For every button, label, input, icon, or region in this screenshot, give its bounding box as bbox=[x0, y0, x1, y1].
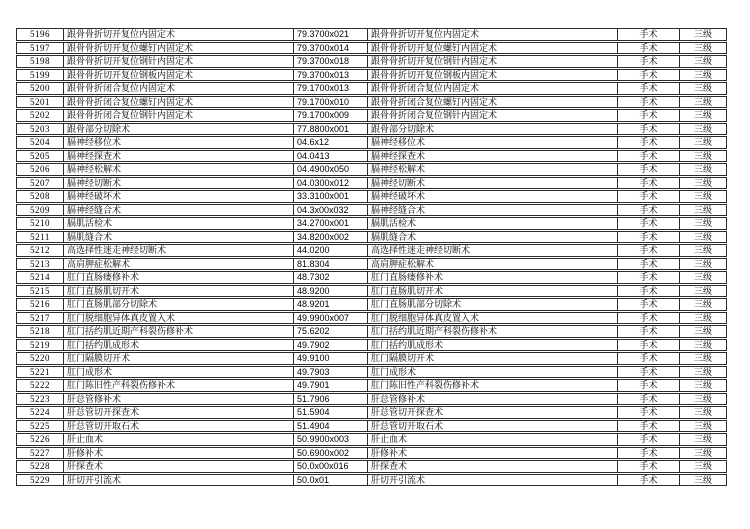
category-cell: 手术 bbox=[617, 474, 679, 487]
category-cell: 手术 bbox=[617, 447, 679, 460]
procedure-code-cell: 79.3700x013 bbox=[293, 69, 367, 82]
category-cell: 手术 bbox=[617, 204, 679, 217]
row-number-cell: 5202 bbox=[16, 109, 63, 122]
row-number-cell: 5223 bbox=[16, 393, 63, 406]
procedure-code-cell: 49.7902 bbox=[293, 339, 367, 352]
table-row bbox=[16, 55, 727, 68]
category-cell: 手术 bbox=[617, 231, 679, 244]
grade-cell: 三级 bbox=[679, 42, 727, 55]
category-cell: 手术 bbox=[617, 325, 679, 338]
table-row bbox=[16, 190, 727, 203]
table-row bbox=[16, 244, 727, 257]
row-number-cell: 5229 bbox=[16, 474, 63, 487]
procedure-name-repeat-cell: 肝切开引流术 bbox=[367, 474, 617, 487]
procedure-code-cell: 48.9200 bbox=[293, 285, 367, 298]
procedure-name-repeat-cell: 高选择性迷走神经切断术 bbox=[367, 244, 617, 257]
procedure-name-cell: 膈神经破坏术 bbox=[63, 190, 293, 203]
table-row bbox=[16, 150, 727, 163]
category-cell: 手术 bbox=[617, 366, 679, 379]
procedure-name-repeat-cell: 跟骨骨折闭合复位内固定术 bbox=[367, 82, 617, 95]
procedure-name-repeat-cell: 肝总管修补术 bbox=[367, 393, 617, 406]
row-number-cell: 5213 bbox=[16, 258, 63, 271]
category-cell: 手术 bbox=[617, 285, 679, 298]
procedure-name-repeat-cell: 膈神经探查术 bbox=[367, 150, 617, 163]
row-number-cell: 5221 bbox=[16, 366, 63, 379]
procedure-name-repeat-cell: 肛门直肠肌部分切除术 bbox=[367, 298, 617, 311]
procedure-name-cell: 肛门直肠肌切开术 bbox=[63, 285, 293, 298]
category-cell: 手术 bbox=[617, 312, 679, 325]
row-number-cell: 5218 bbox=[16, 325, 63, 338]
procedure-name-repeat-cell: 肛门括约肌近期产科裂伤修补术 bbox=[367, 325, 617, 338]
grade-cell: 三级 bbox=[679, 352, 727, 365]
grade-cell: 三级 bbox=[679, 231, 727, 244]
table-row bbox=[16, 231, 727, 244]
grade-cell: 三级 bbox=[679, 366, 727, 379]
procedure-name-repeat-cell: 肛门成形术 bbox=[367, 366, 617, 379]
category-cell: 手术 bbox=[617, 28, 679, 41]
category-cell: 手术 bbox=[617, 460, 679, 473]
table-row bbox=[16, 109, 727, 122]
grade-cell: 三级 bbox=[679, 55, 727, 68]
table-row bbox=[16, 96, 727, 109]
table-row bbox=[16, 366, 727, 379]
category-cell: 手术 bbox=[617, 217, 679, 230]
procedure-name-cell: 肝切开引流术 bbox=[63, 474, 293, 487]
procedure-name-cell: 肛门脱细胞异体真皮置入术 bbox=[63, 312, 293, 325]
row-number-cell: 5210 bbox=[16, 217, 63, 230]
row-number-cell: 5197 bbox=[16, 42, 63, 55]
row-number-cell: 5228 bbox=[16, 460, 63, 473]
procedure-name-cell: 膈神经缝合术 bbox=[63, 204, 293, 217]
procedure-code-cell: 51.5904 bbox=[293, 406, 367, 419]
row-number-cell: 5212 bbox=[16, 244, 63, 257]
grade-cell: 三级 bbox=[679, 271, 727, 284]
grade-cell: 三级 bbox=[679, 339, 727, 352]
row-number-cell: 5216 bbox=[16, 298, 63, 311]
procedure-name-repeat-cell: 膈神经切断术 bbox=[367, 177, 617, 190]
procedure-code-cell: 04.0300x012 bbox=[293, 177, 367, 190]
procedure-name-cell: 高肩胛症松解术 bbox=[63, 258, 293, 271]
procedure-name-repeat-cell: 跟骨骨折切开复位钢板内固定术 bbox=[367, 69, 617, 82]
table-row bbox=[16, 163, 727, 176]
table-row bbox=[16, 123, 727, 136]
category-cell: 手术 bbox=[617, 69, 679, 82]
procedure-code-cell: 50.0x00x016 bbox=[293, 460, 367, 473]
procedure-name-repeat-cell: 膈神经破坏术 bbox=[367, 190, 617, 203]
row-number-cell: 5220 bbox=[16, 352, 63, 365]
procedure-code-cell: 50.6900x002 bbox=[293, 447, 367, 460]
row-number-cell: 5205 bbox=[16, 150, 63, 163]
category-cell: 手术 bbox=[617, 55, 679, 68]
grade-cell: 三级 bbox=[679, 163, 727, 176]
category-cell: 手术 bbox=[617, 244, 679, 257]
grade-cell: 三级 bbox=[679, 190, 727, 203]
row-number-cell: 5201 bbox=[16, 96, 63, 109]
procedure-name-repeat-cell: 跟骨骨折闭合复位钢针内固定术 bbox=[367, 109, 617, 122]
table-row bbox=[16, 136, 727, 149]
table-row bbox=[16, 82, 727, 95]
table-row bbox=[16, 177, 727, 190]
procedure-name-repeat-cell: 膈神经松解术 bbox=[367, 163, 617, 176]
table-row bbox=[16, 474, 727, 487]
row-number-cell: 5196 bbox=[16, 28, 63, 41]
procedure-name-repeat-cell: 肛门陈旧性产科裂伤修补术 bbox=[367, 379, 617, 392]
grade-cell: 三级 bbox=[679, 433, 727, 446]
row-number-cell: 5203 bbox=[16, 123, 63, 136]
category-cell: 手术 bbox=[617, 258, 679, 271]
procedure-code-cell: 50.0x01 bbox=[293, 474, 367, 487]
procedure-table bbox=[16, 27, 727, 487]
procedure-name-cell: 跟骨骨折闭合复位内固定术 bbox=[63, 82, 293, 95]
row-number-cell: 5219 bbox=[16, 339, 63, 352]
procedure-name-cell: 肛门括约肌成形术 bbox=[63, 339, 293, 352]
category-cell: 手术 bbox=[617, 406, 679, 419]
row-number-cell: 5206 bbox=[16, 163, 63, 176]
category-cell: 手术 bbox=[617, 393, 679, 406]
table-row bbox=[16, 460, 727, 473]
procedure-code-cell: 48.9201 bbox=[293, 298, 367, 311]
procedure-code-cell: 81.8304 bbox=[293, 258, 367, 271]
grade-cell: 三级 bbox=[679, 325, 727, 338]
table-row bbox=[16, 339, 727, 352]
procedure-name-cell: 肝总管切开取石术 bbox=[63, 420, 293, 433]
procedure-name-repeat-cell: 跟骨骨折切开复位内固定术 bbox=[367, 28, 617, 41]
row-number-cell: 5204 bbox=[16, 136, 63, 149]
procedure-code-cell: 34.8200x002 bbox=[293, 231, 367, 244]
procedure-name-repeat-cell: 膈肌活检术 bbox=[367, 217, 617, 230]
procedure-name-cell: 肝止血术 bbox=[63, 433, 293, 446]
row-number-cell: 5200 bbox=[16, 82, 63, 95]
grade-cell: 三级 bbox=[679, 474, 727, 487]
procedure-name-cell: 膈肌活检术 bbox=[63, 217, 293, 230]
procedure-name-cell: 膈神经探查术 bbox=[63, 150, 293, 163]
procedure-name-cell: 跟骨骨折切开复位钢针内固定术 bbox=[63, 55, 293, 68]
table-row bbox=[16, 69, 727, 82]
table-row bbox=[16, 420, 727, 433]
category-cell: 手术 bbox=[617, 136, 679, 149]
category-cell: 手术 bbox=[617, 190, 679, 203]
procedure-code-cell: 49.7901 bbox=[293, 379, 367, 392]
procedure-name-cell: 膈神经移位术 bbox=[63, 136, 293, 149]
grade-cell: 三级 bbox=[679, 406, 727, 419]
table-row bbox=[16, 271, 727, 284]
procedure-name-repeat-cell: 肝止血术 bbox=[367, 433, 617, 446]
category-cell: 手术 bbox=[617, 420, 679, 433]
table-row bbox=[16, 258, 727, 271]
grade-cell: 三级 bbox=[679, 69, 727, 82]
grade-cell: 三级 bbox=[679, 393, 727, 406]
procedure-name-repeat-cell: 肝探查术 bbox=[367, 460, 617, 473]
procedure-name-repeat-cell: 跟骨骨折闭合复位螺钉内固定术 bbox=[367, 96, 617, 109]
procedure-name-repeat-cell: 肛门直肠肌切开术 bbox=[367, 285, 617, 298]
procedure-code-cell: 04.3x00x032 bbox=[293, 204, 367, 217]
category-cell: 手术 bbox=[617, 339, 679, 352]
procedure-name-repeat-cell: 高肩胛症松解术 bbox=[367, 258, 617, 271]
table-row bbox=[16, 325, 727, 338]
procedure-name-repeat-cell: 跟骨骨折切开复位钢针内固定术 bbox=[367, 55, 617, 68]
grade-cell: 三级 bbox=[679, 28, 727, 41]
table-row bbox=[16, 28, 727, 41]
category-cell: 手术 bbox=[617, 433, 679, 446]
grade-cell: 三级 bbox=[679, 460, 727, 473]
table-row bbox=[16, 217, 727, 230]
procedure-name-cell: 跟骨骨折切开复位钢板内固定术 bbox=[63, 69, 293, 82]
procedure-code-cell: 49.7903 bbox=[293, 366, 367, 379]
procedure-code-cell: 49.9900x007 bbox=[293, 312, 367, 325]
row-number-cell: 5217 bbox=[16, 312, 63, 325]
row-number-cell: 5227 bbox=[16, 447, 63, 460]
category-cell: 手术 bbox=[617, 82, 679, 95]
procedure-name-repeat-cell: 跟骨骨折切开复位螺钉内固定术 bbox=[367, 42, 617, 55]
procedure-code-cell: 50.9900x003 bbox=[293, 433, 367, 446]
procedure-code-cell: 79.3700x018 bbox=[293, 55, 367, 68]
procedure-name-cell: 跟骨骨折闭合复位螺钉内固定术 bbox=[63, 96, 293, 109]
row-number-cell: 5211 bbox=[16, 231, 63, 244]
procedure-code-cell: 04.4900x050 bbox=[293, 163, 367, 176]
procedure-name-cell: 跟骨骨折切开复位内固定术 bbox=[63, 28, 293, 41]
procedure-name-repeat-cell: 肛门直肠瘘修补术 bbox=[367, 271, 617, 284]
procedure-code-cell: 79.1700x009 bbox=[293, 109, 367, 122]
row-number-cell: 5199 bbox=[16, 69, 63, 82]
grade-cell: 三级 bbox=[679, 204, 727, 217]
table-row bbox=[16, 352, 727, 365]
grade-cell: 三级 bbox=[679, 285, 727, 298]
grade-cell: 三级 bbox=[679, 109, 727, 122]
table-row bbox=[16, 204, 727, 217]
table-row bbox=[16, 393, 727, 406]
procedure-name-repeat-cell: 肝总管切开取石术 bbox=[367, 420, 617, 433]
procedure-name-cell: 肛门直肠肌部分切除术 bbox=[63, 298, 293, 311]
row-number-cell: 5226 bbox=[16, 433, 63, 446]
table-row bbox=[16, 285, 727, 298]
row-number-cell: 5214 bbox=[16, 271, 63, 284]
category-cell: 手术 bbox=[617, 352, 679, 365]
table-row bbox=[16, 312, 727, 325]
row-number-cell: 5224 bbox=[16, 406, 63, 419]
procedure-name-cell: 肛门隔膜切开术 bbox=[63, 352, 293, 365]
procedure-name-cell: 跟骨骨折切开复位螺钉内固定术 bbox=[63, 42, 293, 55]
row-number-cell: 5208 bbox=[16, 190, 63, 203]
procedure-name-repeat-cell: 肝总管切开探查术 bbox=[367, 406, 617, 419]
procedure-code-cell: 75.6202 bbox=[293, 325, 367, 338]
procedure-name-repeat-cell: 肛门隔膜切开术 bbox=[367, 352, 617, 365]
procedure-name-repeat-cell: 肛门脱细胞异体真皮置入术 bbox=[367, 312, 617, 325]
category-cell: 手术 bbox=[617, 177, 679, 190]
table-row bbox=[16, 433, 727, 446]
procedure-name-repeat-cell: 膈肌缝合术 bbox=[367, 231, 617, 244]
grade-cell: 三级 bbox=[679, 82, 727, 95]
procedure-name-cell: 跟骨部分切除术 bbox=[63, 123, 293, 136]
procedure-name-cell: 肝总管修补术 bbox=[63, 393, 293, 406]
grade-cell: 三级 bbox=[679, 420, 727, 433]
table-row bbox=[16, 42, 727, 55]
procedure-table-body bbox=[16, 28, 727, 486]
procedure-name-cell: 肝探查术 bbox=[63, 460, 293, 473]
procedure-code-cell: 51.4904 bbox=[293, 420, 367, 433]
procedure-name-repeat-cell: 跟骨部分切除术 bbox=[367, 123, 617, 136]
procedure-code-cell: 79.1700x010 bbox=[293, 96, 367, 109]
procedure-code-cell: 79.3700x021 bbox=[293, 28, 367, 41]
grade-cell: 三级 bbox=[679, 177, 727, 190]
category-cell: 手术 bbox=[617, 379, 679, 392]
grade-cell: 三级 bbox=[679, 136, 727, 149]
procedure-name-cell: 肛门直肠瘘修补术 bbox=[63, 271, 293, 284]
procedure-name-cell: 跟骨骨折闭合复位钢针内固定术 bbox=[63, 109, 293, 122]
procedure-name-cell: 膈神经切断术 bbox=[63, 177, 293, 190]
category-cell: 手术 bbox=[617, 150, 679, 163]
procedure-code-cell: 77.8800x001 bbox=[293, 123, 367, 136]
procedure-code-cell: 04.6x12 bbox=[293, 136, 367, 149]
table-row bbox=[16, 379, 727, 392]
category-cell: 手术 bbox=[617, 42, 679, 55]
grade-cell: 三级 bbox=[679, 96, 727, 109]
grade-cell: 三级 bbox=[679, 123, 727, 136]
procedure-name-cell: 高选择性迷走神经切断术 bbox=[63, 244, 293, 257]
grade-cell: 三级 bbox=[679, 258, 727, 271]
row-number-cell: 5225 bbox=[16, 420, 63, 433]
procedure-name-cell: 肝总管切开探查术 bbox=[63, 406, 293, 419]
row-number-cell: 5207 bbox=[16, 177, 63, 190]
procedure-name-repeat-cell: 膈神经缝合术 bbox=[367, 204, 617, 217]
procedure-name-cell: 肝修补术 bbox=[63, 447, 293, 460]
procedure-code-cell: 34.2700x001 bbox=[293, 217, 367, 230]
category-cell: 手术 bbox=[617, 271, 679, 284]
procedure-code-cell: 48.7302 bbox=[293, 271, 367, 284]
procedure-name-repeat-cell: 肝修补术 bbox=[367, 447, 617, 460]
grade-cell: 三级 bbox=[679, 379, 727, 392]
category-cell: 手术 bbox=[617, 109, 679, 122]
procedure-name-repeat-cell: 膈神经移位术 bbox=[367, 136, 617, 149]
procedure-code-cell: 49.9100 bbox=[293, 352, 367, 365]
table-row bbox=[16, 406, 727, 419]
procedure-code-cell: 04.0413 bbox=[293, 150, 367, 163]
grade-cell: 三级 bbox=[679, 150, 727, 163]
procedure-code-cell: 33.3100x001 bbox=[293, 190, 367, 203]
table-row bbox=[16, 298, 727, 311]
table-row bbox=[16, 447, 727, 460]
category-cell: 手术 bbox=[617, 298, 679, 311]
grade-cell: 三级 bbox=[679, 312, 727, 325]
grade-cell: 三级 bbox=[679, 217, 727, 230]
procedure-code-cell: 79.1700x013 bbox=[293, 82, 367, 95]
procedure-code-cell: 51.7906 bbox=[293, 393, 367, 406]
grade-cell: 三级 bbox=[679, 244, 727, 257]
row-number-cell: 5215 bbox=[16, 285, 63, 298]
grade-cell: 三级 bbox=[679, 447, 727, 460]
procedure-name-cell: 膈肌缝合术 bbox=[63, 231, 293, 244]
procedure-name-cell: 肛门陈旧性产科裂伤修补术 bbox=[63, 379, 293, 392]
category-cell: 手术 bbox=[617, 163, 679, 176]
procedure-name-cell: 肛门成形术 bbox=[63, 366, 293, 379]
procedure-code-cell: 79.3700x014 bbox=[293, 42, 367, 55]
grade-cell: 三级 bbox=[679, 298, 727, 311]
row-number-cell: 5209 bbox=[16, 204, 63, 217]
row-number-cell: 5198 bbox=[16, 55, 63, 68]
category-cell: 手术 bbox=[617, 96, 679, 109]
procedure-name-repeat-cell: 肛门括约肌成形术 bbox=[367, 339, 617, 352]
row-number-cell: 5222 bbox=[16, 379, 63, 392]
procedure-code-cell: 44.0200 bbox=[293, 244, 367, 257]
procedure-name-cell: 肛门括约肌近期产科裂伤修补术 bbox=[63, 325, 293, 338]
category-cell: 手术 bbox=[617, 123, 679, 136]
procedure-name-cell: 膈神经松解术 bbox=[63, 163, 293, 176]
